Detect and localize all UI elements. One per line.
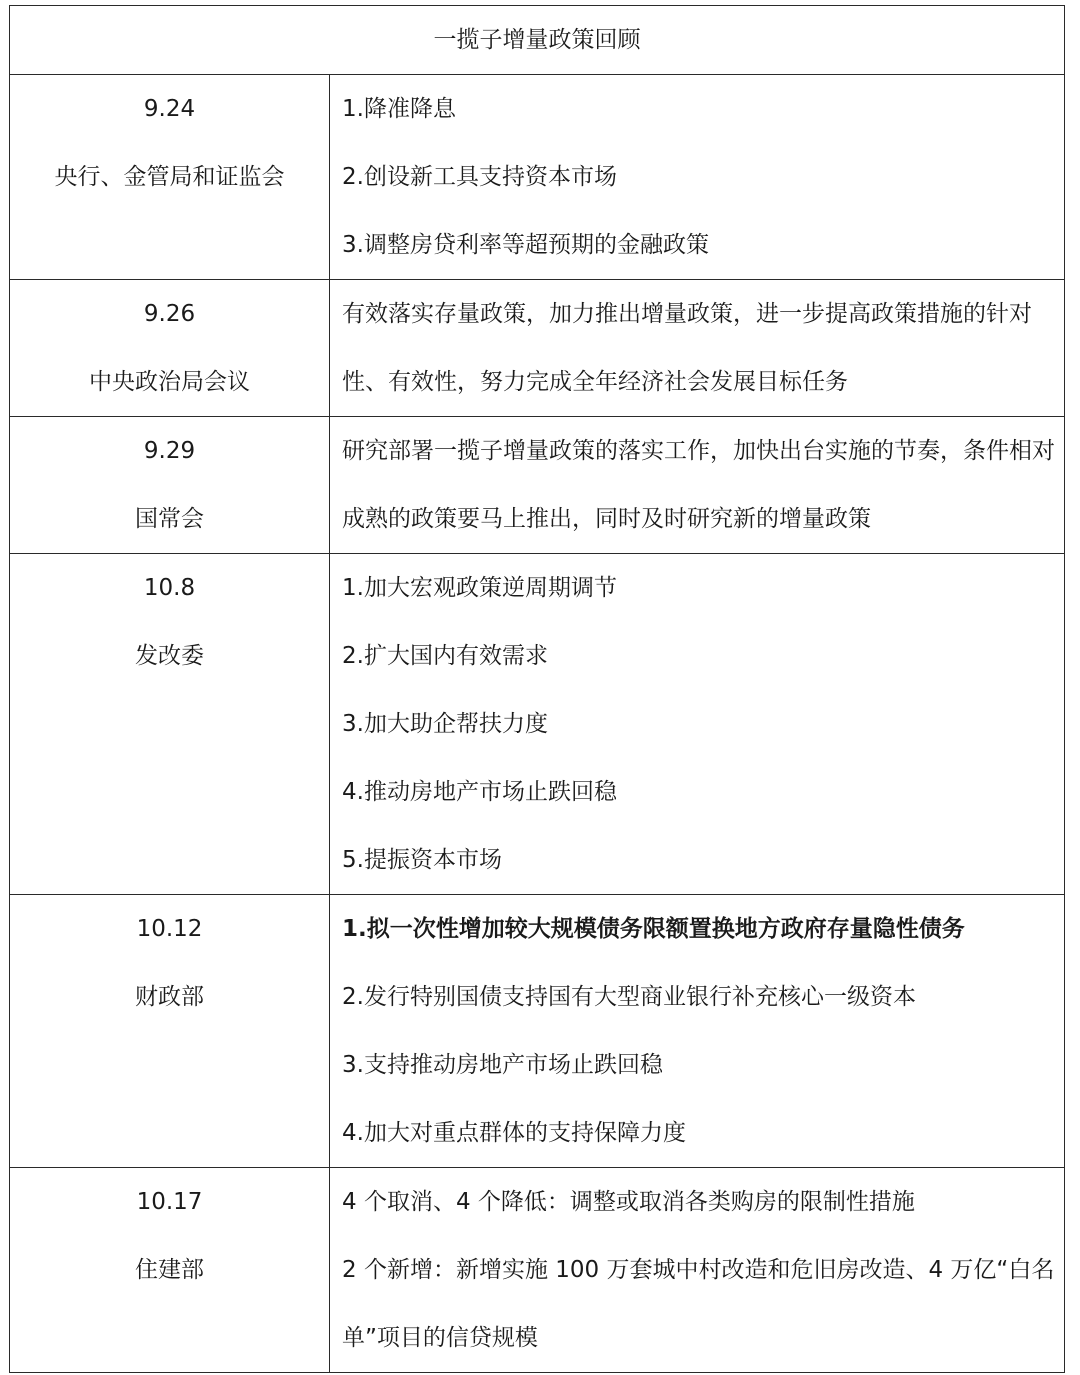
policy-text: 研究部署一揽子增量政策的落实工作，加快出台实施的节奏，条件相对成熟的政策要马上推出，同时及时研究新的增量政策 — [342, 438, 1055, 532]
list-item-highlight: 1.拟一次性增加较大规模债务限额置换地方政府存量隐性债务 — [342, 916, 965, 942]
list-item: 2.发行特别国债支持国有大型商业银行补充核心一级资本 — [342, 984, 916, 1010]
date-org-cell — [10, 554, 330, 895]
list-item: 4.加大对重点群体的支持保障力度 — [342, 1120, 686, 1146]
date-org-cell — [10, 417, 330, 554]
list-item: 1.降准降息 — [342, 96, 456, 122]
list-item: 4.推动房地产市场止跌回稳 — [342, 779, 617, 805]
policy-cell — [330, 417, 1065, 554]
policy-line: 2 个新增：新增实施 100 万套城中村改造和危旧房改造、4 万亿“白名单”项目的信贷规模 — [342, 1257, 1055, 1351]
table-row — [10, 895, 1065, 1168]
policy-text: 有效落实存量政策，加力推出增量政策，进一步提高政策措施的针对性、有效性，努力完成全年经济社会发展目标任务 — [342, 301, 1032, 395]
list-item: 3.加大助企帮扶力度 — [342, 711, 548, 737]
row-date: 9.24 — [143, 96, 196, 122]
row-org: 央行、金管局和证监会 — [54, 164, 285, 190]
row-date: 10.17 — [136, 1189, 203, 1215]
policy-cell — [330, 895, 1065, 1168]
list-item: 3.支持推动房地产市场止跌回稳 — [342, 1052, 663, 1078]
row-date: 10.12 — [136, 916, 203, 942]
list-item: 2.创设新工具支持资本市场 — [342, 164, 617, 190]
policy-review-table — [9, 5, 1065, 1373]
table-header-row — [10, 6, 1065, 75]
row-org: 财政部 — [135, 984, 204, 1010]
policy-line: 4 个取消、4 个降低：调整或取消各类购房的限制性措施 — [342, 1189, 915, 1215]
row-org: 国常会 — [135, 506, 204, 532]
date-org-cell — [10, 1168, 330, 1373]
date-org-cell — [10, 280, 330, 417]
row-org: 发改委 — [135, 643, 204, 669]
date-org-cell — [10, 75, 330, 280]
row-org: 住建部 — [135, 1257, 204, 1283]
table-row — [10, 75, 1065, 280]
table-row — [10, 417, 1065, 554]
policy-cell — [330, 75, 1065, 280]
list-item: 5.提振资本市场 — [342, 847, 502, 873]
list-item: 3.调整房贷利率等超预期的金融政策 — [342, 232, 709, 258]
row-date: 9.29 — [143, 438, 196, 464]
table-title: 一揽子增量政策回顾 — [10, 6, 1065, 75]
policy-cell — [330, 1168, 1065, 1373]
list-item: 1.加大宏观政策逆周期调节 — [342, 575, 617, 601]
row-date: 9.26 — [143, 301, 196, 327]
row-date: 10.8 — [143, 575, 196, 601]
table-row — [10, 1168, 1065, 1373]
table-row — [10, 280, 1065, 417]
list-item: 2.扩大国内有效需求 — [342, 643, 548, 669]
policy-cell — [330, 554, 1065, 895]
date-org-cell — [10, 895, 330, 1168]
table-row — [10, 554, 1065, 895]
policy-cell — [330, 280, 1065, 417]
row-org: 中央政治局会议 — [89, 369, 250, 395]
